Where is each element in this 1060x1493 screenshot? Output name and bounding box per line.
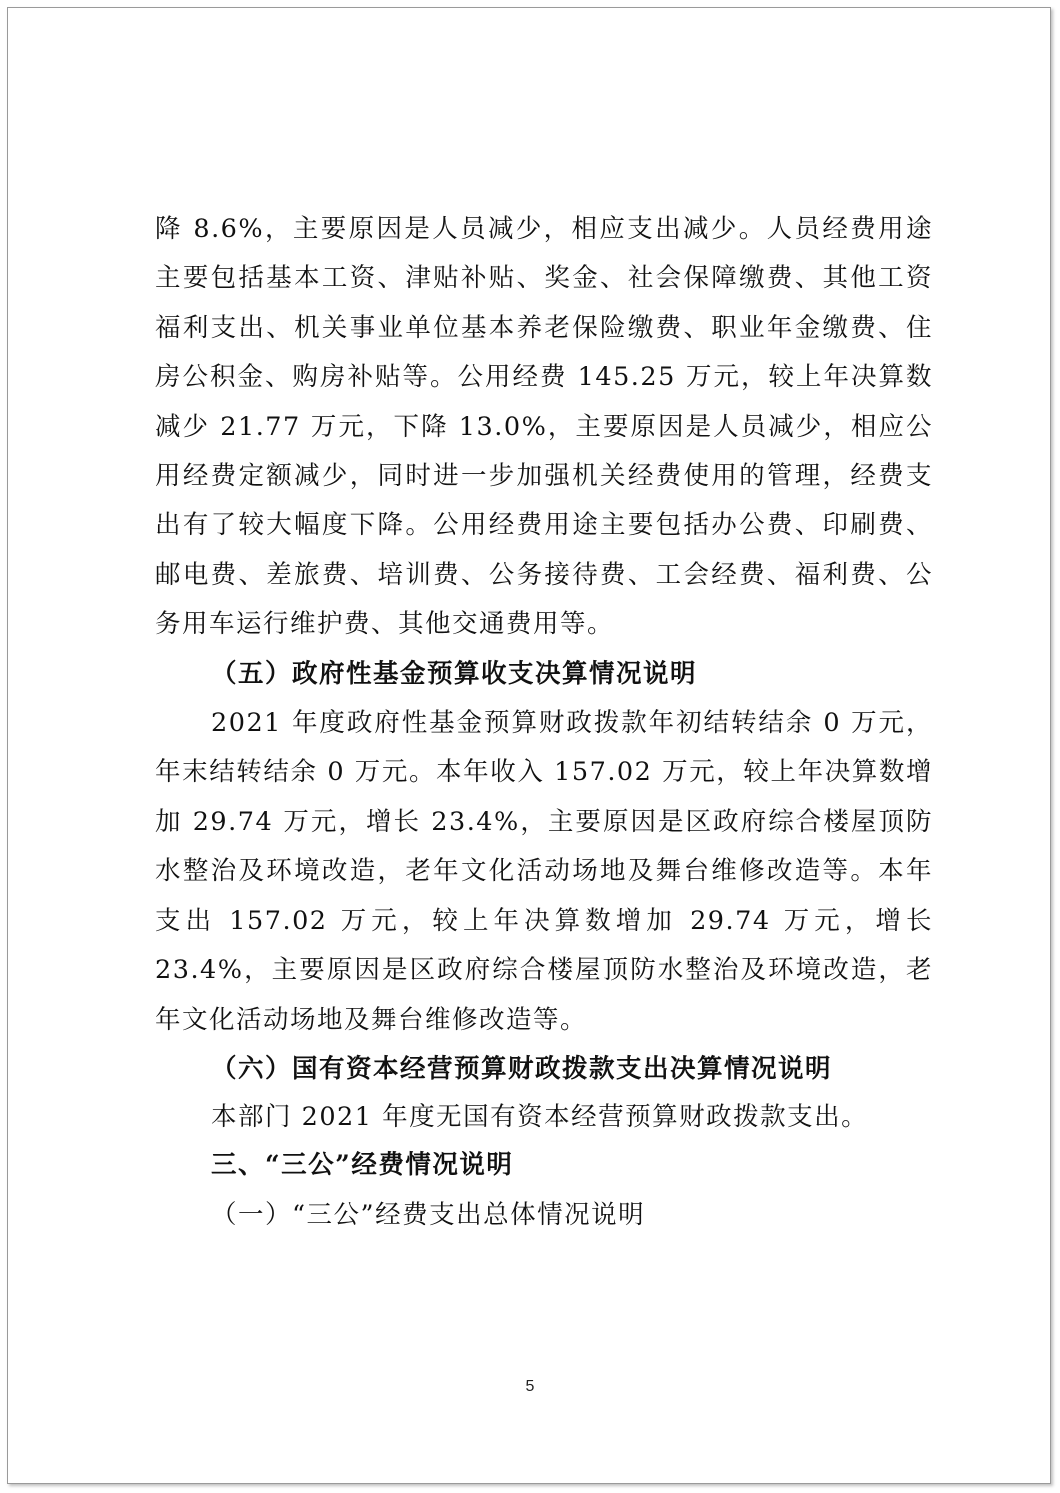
page-number: 5 — [525, 1378, 535, 1395]
section-heading-government-fund: （五）政府性基金预算收支决算情况说明 — [211, 658, 698, 689]
personnel-and-public-expense-paragraph: 降 8.6%，主要原因是人员减少，相应支出减少。人员经费用途主要包括基本工资、津贴补贴、奖金、社会保障缴费、其他工资福利支出、机关事业单位基本养老保险缴费、职业年金缴费、住房公积金、购房补贴等。公用经费 145.25 万元，较上年决算数减少 21.77 万元，下降 13.0%，主要原因是人员减少，相应公用经费定额减少，同时进一步加强机关经费使用的管理，经费支出有了较大幅度下降。公用经费用途主要包括办公费、印刷费、邮电费、差旅费、培训费、公务接待费、工会经费、福利费、公务用车运行维护费、其他交通费用等。 — [155, 214, 933, 640]
page — [7, 7, 1051, 1484]
subsection-heading-three-public-overall: （一）“三公”经费支出总体情况说明 — [211, 1199, 646, 1230]
state-capital-paragraph: 本部门 2021 年度无国有资本经营预算财政拨款支出。 — [211, 1102, 869, 1133]
section-heading-state-capital: （六）国有资本经营预算财政拨款支出决算情况说明 — [211, 1053, 833, 1084]
document-body — [155, 205, 933, 1240]
section-heading-three-public-expenses: 三、“三公”经费情况说明 — [211, 1150, 514, 1181]
government-fund-paragraph: 2021 年度政府性基金预算财政拨款年初结转结余 0 万元，年末结转结余 0 万元。本年收入 157.02 万元，较上年决算数增加 29.74 万元，增长 23.4%，主要原因是区政府综合楼屋顶防水整治及环境改造，老年文化活动场地及舞台维修改造等。本年支出 157.02 万元，较上年决算数增加 29.74 万元，增长 23.4%，主要原因是区政府综合楼屋顶防水整治及环境改造，老年文化活动场地及舞台维修改造等。 — [155, 708, 933, 1035]
